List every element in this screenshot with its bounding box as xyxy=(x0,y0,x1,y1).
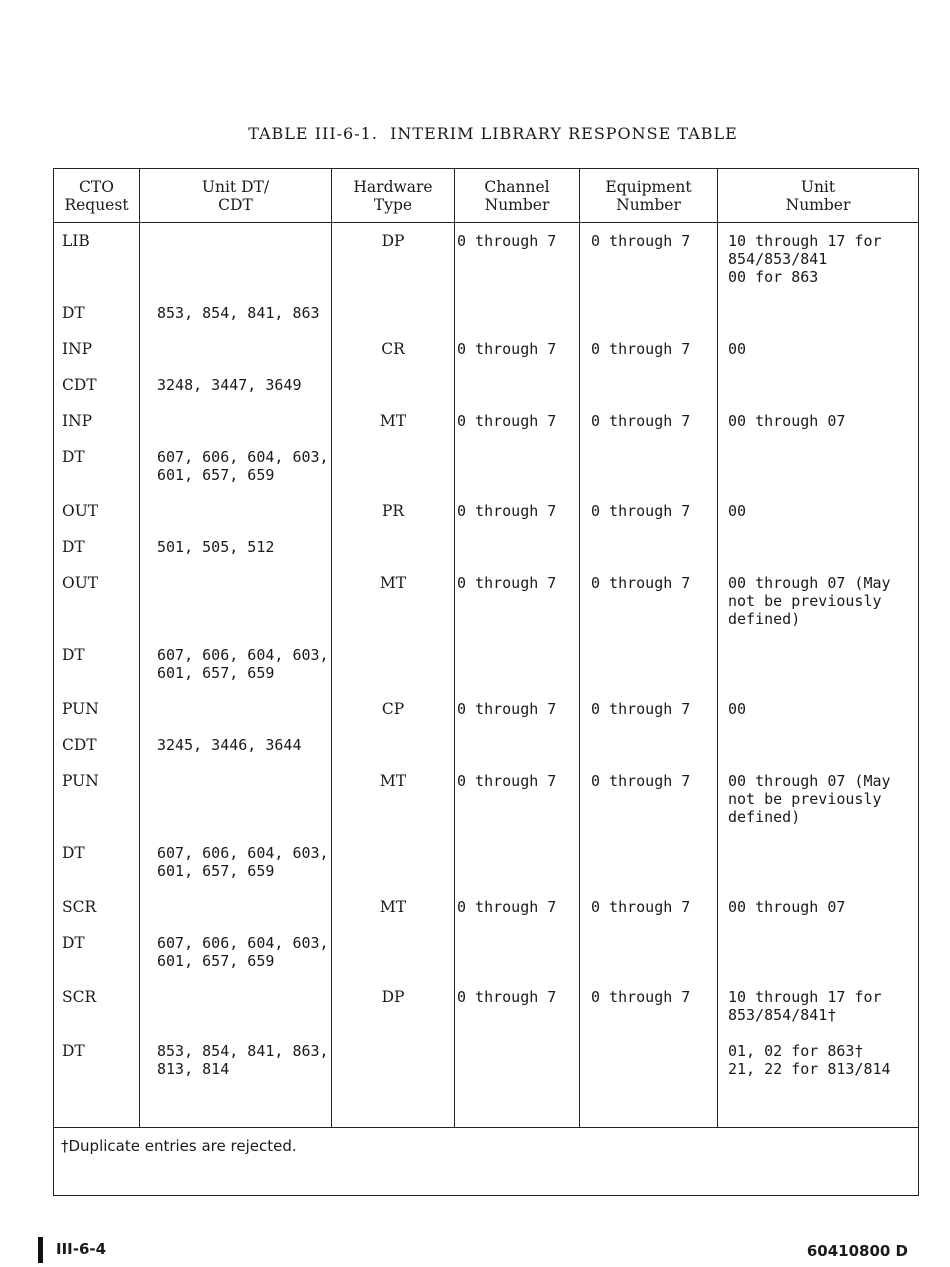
table-row xyxy=(54,925,919,979)
unit-dt-cell xyxy=(140,493,332,529)
unit-number-cell xyxy=(718,529,919,565)
unit-number-line: 00 xyxy=(728,700,747,718)
unit-dt-cell xyxy=(140,295,332,331)
cto-request-cell: LIB xyxy=(54,223,140,296)
equipment-number-cell: 0 through 7 xyxy=(580,691,718,727)
channel-number-cell xyxy=(455,727,580,763)
unit-dt-cell xyxy=(140,925,332,979)
table-row xyxy=(54,295,919,331)
table-row xyxy=(54,331,919,367)
unit-number-line: not be previously xyxy=(728,592,882,610)
footnote: †Duplicate entries are rejected. xyxy=(54,1128,919,1196)
unit-number-cell xyxy=(718,691,919,727)
cto-request-cell: PUN xyxy=(54,691,140,727)
unit-dt-line: 607, 606, 604, 603, xyxy=(157,844,329,862)
unit-dt-line: 3245, 3446, 3644 xyxy=(157,736,302,754)
table-row xyxy=(54,529,919,565)
channel-number-cell: 0 through 7 xyxy=(455,331,580,367)
equipment-number-cell: 0 through 7 xyxy=(580,979,718,1033)
equipment-number-cell: 0 through 7 xyxy=(580,889,718,925)
equipment-number-cell: 0 through 7 xyxy=(580,403,718,439)
table-row xyxy=(54,439,919,493)
equipment-number-cell: 0 through 7 xyxy=(580,565,718,637)
unit-dt-cell xyxy=(140,223,332,296)
cto-request-cell: PUN xyxy=(54,763,140,835)
hardware-type-cell: CP xyxy=(332,691,455,727)
page-number: III-6-4 xyxy=(56,1240,107,1258)
unit-dt-line: 601, 657, 659 xyxy=(157,664,275,682)
hardware-type-cell: PR xyxy=(332,493,455,529)
table-row xyxy=(54,691,919,727)
unit-number-line: 21, 22 for 813/814 xyxy=(728,1060,891,1078)
equipment-number-cell xyxy=(580,835,718,889)
channel-number-cell xyxy=(455,637,580,691)
table-title: TABLE III-6-1. INTERIM LIBRARY RESPONSE TABLE xyxy=(248,124,738,143)
unit-number-line: 00 for 863 xyxy=(728,268,819,286)
unit-dt-line: 3248, 3447, 3649 xyxy=(157,376,302,394)
cto-request-cell: OUT xyxy=(54,565,140,637)
equipment-number-cell: 0 through 7 xyxy=(580,331,718,367)
equipment-number-cell xyxy=(580,439,718,493)
hardware-type-cell: MT xyxy=(332,763,455,835)
table-row xyxy=(54,565,919,637)
table-row xyxy=(54,1033,919,1087)
document-id: 60410800 D xyxy=(806,1242,908,1260)
unit-number-cell xyxy=(718,763,919,835)
unit-dt-line: 601, 657, 659 xyxy=(157,952,275,970)
table-row xyxy=(54,727,919,763)
unit-dt-line: 607, 606, 604, 603, xyxy=(157,646,329,664)
filler-cell xyxy=(718,1087,919,1128)
table-row xyxy=(54,493,919,529)
footnote-row xyxy=(54,1128,919,1196)
filler-cell xyxy=(140,1087,332,1128)
channel-number-cell: 0 through 7 xyxy=(455,493,580,529)
table-row xyxy=(54,403,919,439)
header-row xyxy=(54,169,919,223)
channel-number-cell: 0 through 7 xyxy=(455,223,580,296)
equipment-number-cell xyxy=(580,727,718,763)
unit-dt-cell xyxy=(140,889,332,925)
filler-cell xyxy=(455,1087,580,1128)
channel-number-cell: 0 through 7 xyxy=(455,979,580,1033)
unit-number-line: 10 through 17 for xyxy=(728,232,882,250)
header-hardware-type: Hardware Type xyxy=(332,169,455,223)
channel-number-cell xyxy=(455,529,580,565)
unit-number-cell xyxy=(718,367,919,403)
channel-number-cell xyxy=(455,925,580,979)
cto-request-cell: CDT xyxy=(54,727,140,763)
channel-number-cell xyxy=(455,295,580,331)
unit-dt-line: 601, 657, 659 xyxy=(157,862,275,880)
unit-number-cell xyxy=(718,331,919,367)
cto-request-cell: OUT xyxy=(54,493,140,529)
unit-number-line: 00 through 07 xyxy=(728,898,846,916)
equipment-number-cell: 0 through 7 xyxy=(580,763,718,835)
unit-dt-cell xyxy=(140,1033,332,1087)
unit-dt-cell xyxy=(140,691,332,727)
unit-dt-line: 813, 814 xyxy=(157,1060,230,1078)
cto-request-cell: SCR xyxy=(54,979,140,1033)
unit-number-line: 854/853/841 xyxy=(728,250,828,268)
equipment-number-cell xyxy=(580,637,718,691)
unit-dt-cell xyxy=(140,763,332,835)
unit-number-cell xyxy=(718,493,919,529)
channel-number-cell: 0 through 7 xyxy=(455,691,580,727)
filler-cell xyxy=(332,1087,455,1128)
unit-dt-cell xyxy=(140,439,332,493)
hardware-type-cell: MT xyxy=(332,403,455,439)
channel-number-cell: 0 through 7 xyxy=(455,889,580,925)
equipment-number-cell xyxy=(580,367,718,403)
unit-number-cell xyxy=(718,565,919,637)
change-bar xyxy=(38,1237,43,1263)
unit-dt-cell xyxy=(140,529,332,565)
hardware-type-cell xyxy=(332,529,455,565)
unit-dt-line: 607, 606, 604, 603, xyxy=(157,448,329,466)
channel-number-cell: 0 through 7 xyxy=(455,763,580,835)
cto-request-cell: INP xyxy=(54,403,140,439)
unit-number-cell xyxy=(718,835,919,889)
unit-dt-cell xyxy=(140,331,332,367)
channel-number-cell xyxy=(455,367,580,403)
header-equipment-number: Equipment Number xyxy=(580,169,718,223)
table-row xyxy=(54,223,919,296)
channel-number-cell: 0 through 7 xyxy=(455,403,580,439)
unit-number-cell xyxy=(718,979,919,1033)
hardware-type-cell xyxy=(332,727,455,763)
hardware-type-cell xyxy=(332,1033,455,1087)
hardware-type-cell xyxy=(332,925,455,979)
hardware-type-cell: MT xyxy=(332,889,455,925)
response-table xyxy=(53,168,919,1196)
table-row xyxy=(54,979,919,1033)
cto-request-cell: DT xyxy=(54,529,140,565)
unit-number-line: defined) xyxy=(728,808,801,826)
unit-number-line: not be previously xyxy=(728,790,882,808)
table-row xyxy=(54,637,919,691)
equipment-number-cell xyxy=(580,1033,718,1087)
unit-number-line: defined) xyxy=(728,610,801,628)
equipment-number-cell: 0 through 7 xyxy=(580,223,718,296)
unit-dt-line: 601, 657, 659 xyxy=(157,466,275,484)
unit-dt-cell xyxy=(140,367,332,403)
unit-dt-cell xyxy=(140,979,332,1033)
header-cto-request: CTO Request xyxy=(54,169,140,223)
filler-cell xyxy=(580,1087,718,1128)
equipment-number-cell: 0 through 7 xyxy=(580,493,718,529)
filler-cell xyxy=(54,1087,140,1128)
hardware-type-cell xyxy=(332,295,455,331)
table-row xyxy=(54,835,919,889)
unit-dt-line: 607, 606, 604, 603, xyxy=(157,934,329,952)
hardware-type-cell: MT xyxy=(332,565,455,637)
header-unit-number: Unit Number xyxy=(718,169,919,223)
cto-request-cell: DT xyxy=(54,295,140,331)
unit-number-line: 00 through 07 (May xyxy=(728,574,891,592)
unit-number-line: 00 xyxy=(728,340,747,358)
table-filler-row xyxy=(54,1087,919,1128)
unit-number-line: 00 through 07 xyxy=(728,412,846,430)
unit-number-line: 00 xyxy=(728,502,747,520)
unit-dt-cell xyxy=(140,403,332,439)
cto-request-cell: CDT xyxy=(54,367,140,403)
hardware-type-cell: DP xyxy=(332,979,455,1033)
channel-number-cell xyxy=(455,439,580,493)
cto-request-cell: DT xyxy=(54,925,140,979)
unit-dt-cell xyxy=(140,835,332,889)
equipment-number-cell xyxy=(580,925,718,979)
unit-number-cell xyxy=(718,727,919,763)
hardware-type-cell xyxy=(332,367,455,403)
cto-request-cell: DT xyxy=(54,835,140,889)
unit-dt-cell xyxy=(140,727,332,763)
unit-dt-cell xyxy=(140,637,332,691)
unit-number-line: 01, 02 for 863† xyxy=(728,1042,864,1060)
channel-number-cell xyxy=(455,835,580,889)
hardware-type-cell: DP xyxy=(332,223,455,296)
unit-number-cell xyxy=(718,439,919,493)
equipment-number-cell xyxy=(580,529,718,565)
hardware-type-cell xyxy=(332,835,455,889)
hardware-type-cell: CR xyxy=(332,331,455,367)
unit-number-cell xyxy=(718,1033,919,1087)
unit-number-cell xyxy=(718,925,919,979)
unit-number-cell xyxy=(718,889,919,925)
equipment-number-cell xyxy=(580,295,718,331)
table-row xyxy=(54,367,919,403)
table-row xyxy=(54,889,919,925)
unit-number-line: 853/854/841† xyxy=(728,1006,837,1024)
header-channel-number: Channel Number xyxy=(455,169,580,223)
unit-dt-line: 853, 854, 841, 863 xyxy=(157,304,320,322)
unit-dt-line: 501, 505, 512 xyxy=(157,538,275,556)
unit-dt-line: 853, 854, 841, 863, xyxy=(157,1042,329,1060)
hardware-type-cell xyxy=(332,637,455,691)
cto-request-cell: DT xyxy=(54,1033,140,1087)
unit-number-cell xyxy=(718,403,919,439)
cto-request-cell: DT xyxy=(54,637,140,691)
unit-number-cell xyxy=(718,223,919,296)
unit-number-line: 10 through 17 for xyxy=(728,988,882,1006)
unit-number-cell xyxy=(718,637,919,691)
table-row xyxy=(54,763,919,835)
unit-number-line: 00 through 07 (May xyxy=(728,772,891,790)
hardware-type-cell xyxy=(332,439,455,493)
unit-dt-cell xyxy=(140,565,332,637)
cto-request-cell: DT xyxy=(54,439,140,493)
channel-number-cell: 0 through 7 xyxy=(455,565,580,637)
cto-request-cell: SCR xyxy=(54,889,140,925)
cto-request-cell: INP xyxy=(54,331,140,367)
channel-number-cell xyxy=(455,1033,580,1087)
unit-number-cell xyxy=(718,295,919,331)
header-unit-dt-cdt: Unit DT/ CDT xyxy=(140,169,332,223)
